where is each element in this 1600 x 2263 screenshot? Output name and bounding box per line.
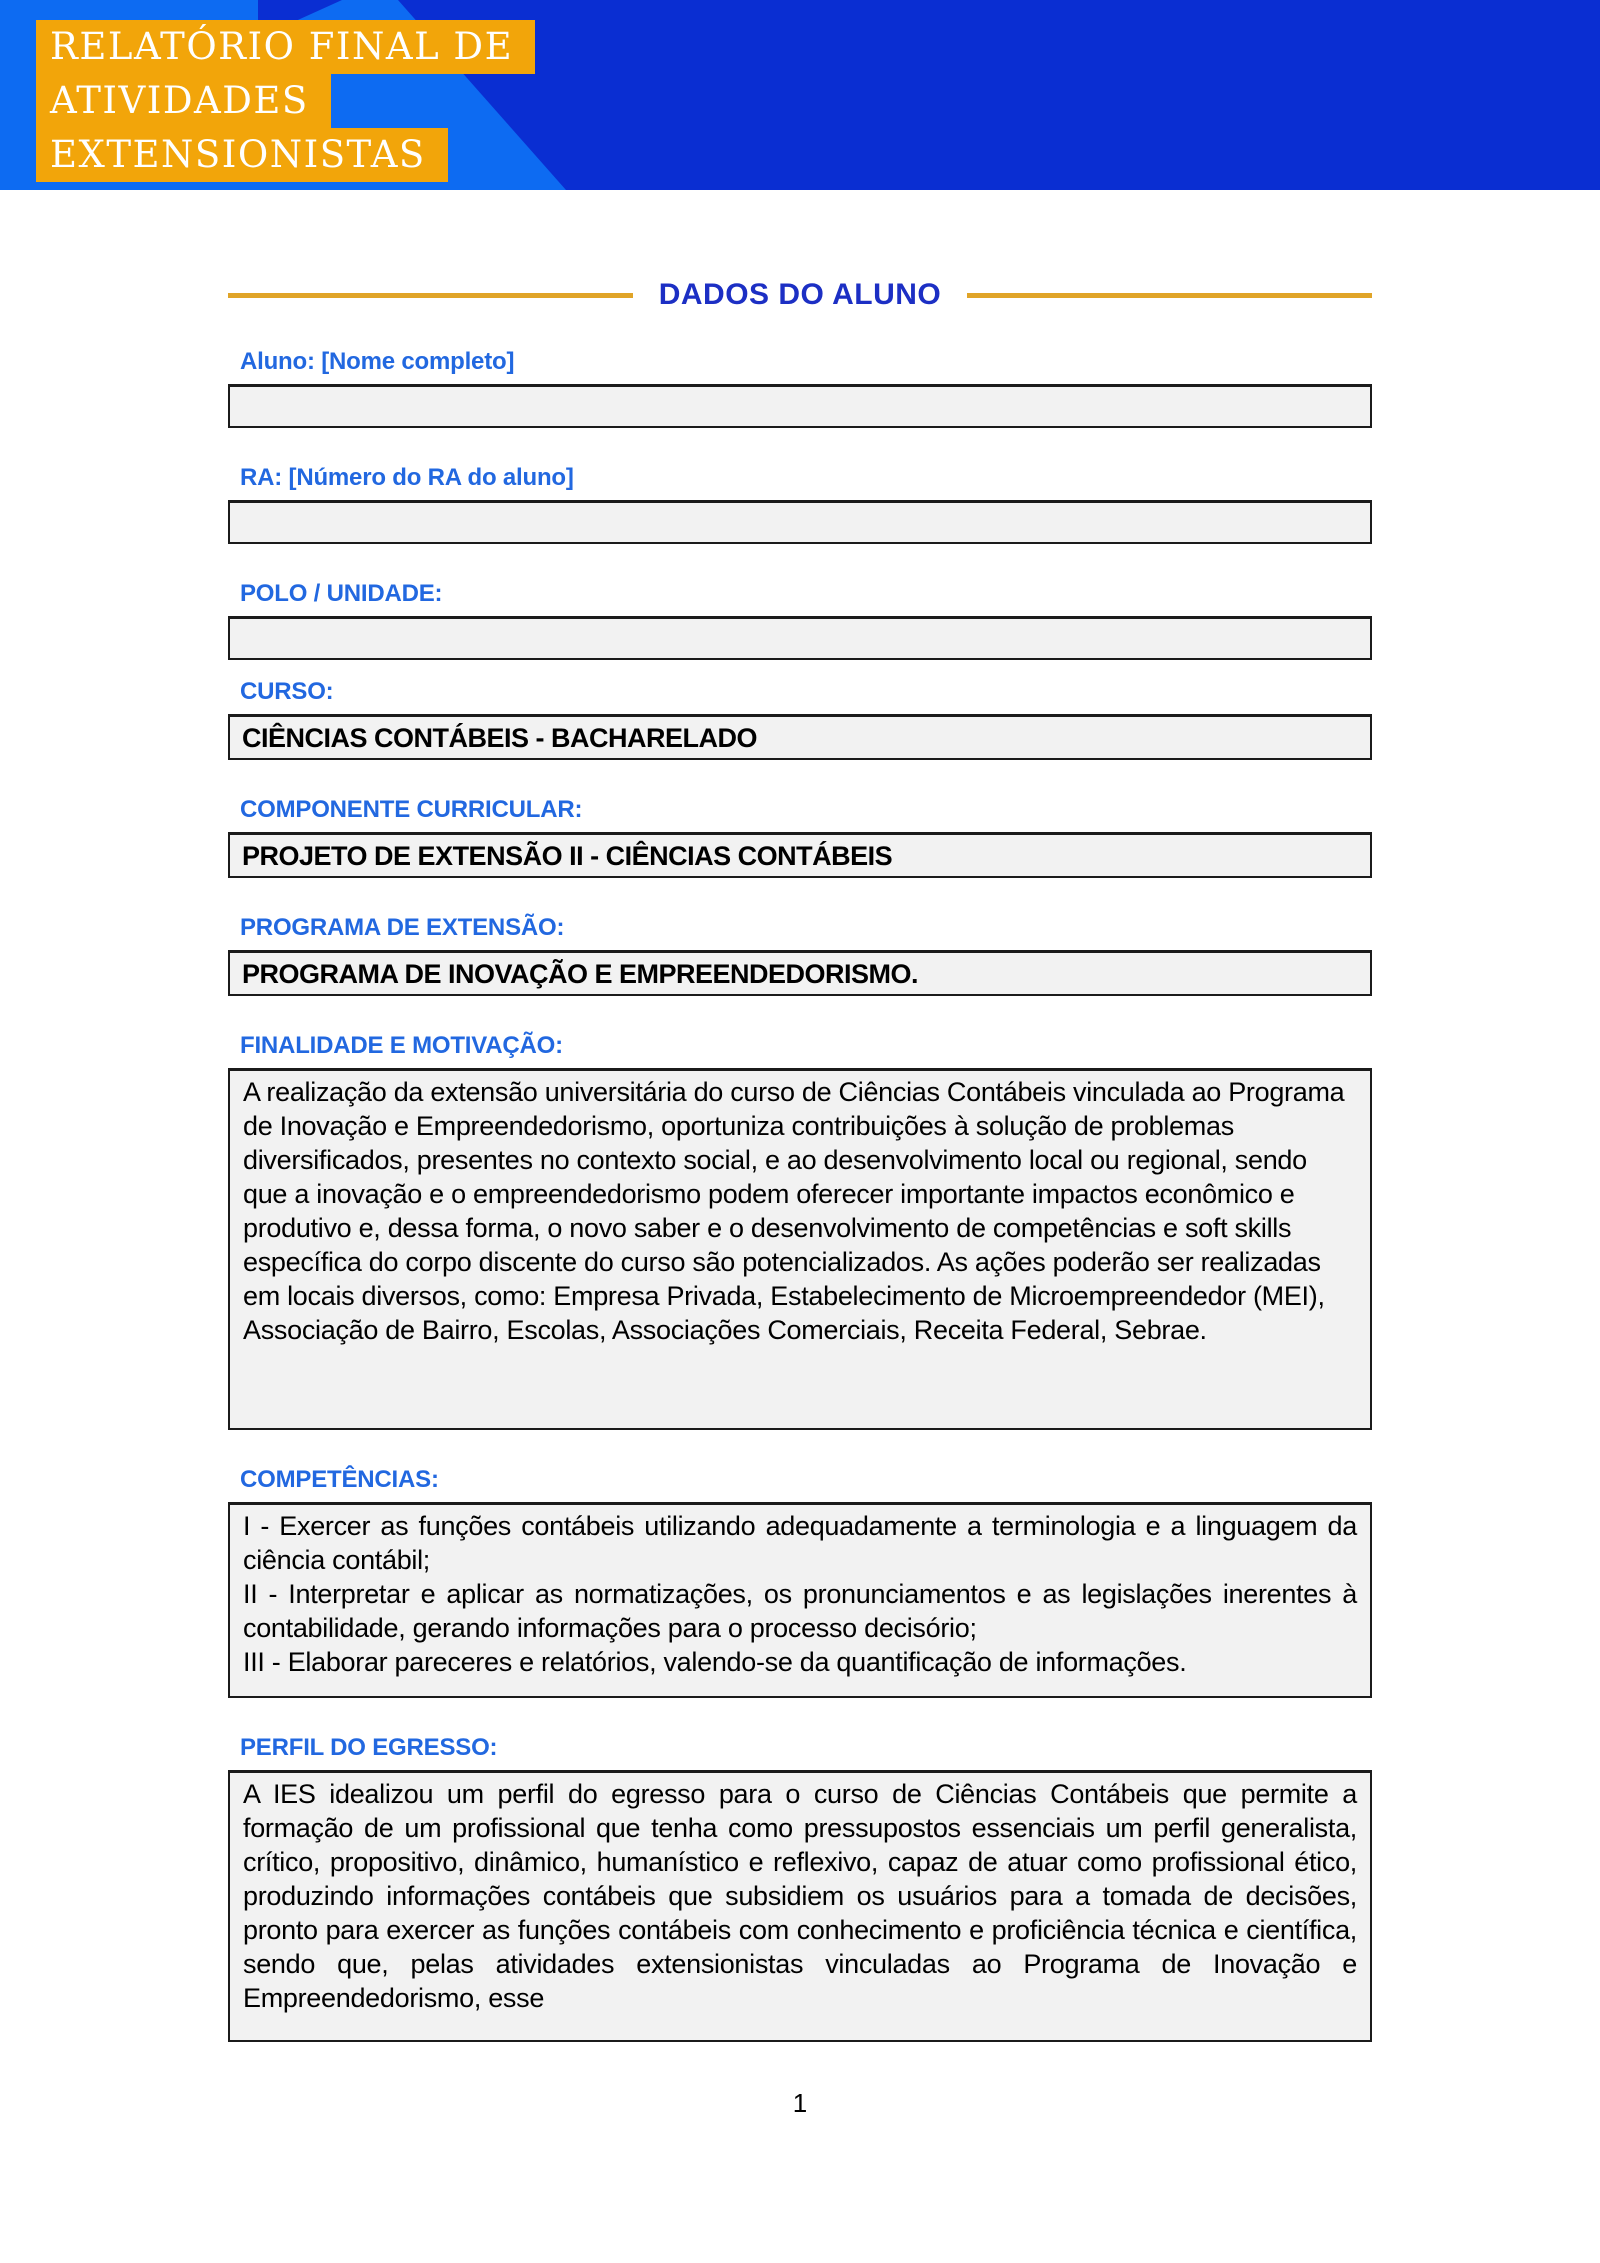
field-finalidade-motivacao-label: FINALIDADE E MOTIVAÇÃO: [240,1032,563,1059]
field-perfil-egresso-label: PERFIL DO EGRESSO: [240,1734,498,1761]
field-programa-extensao-label: PROGRAMA DE EXTENSÃO: [240,914,565,941]
banner-title-line-1: RELATÓRIO FINAL DE [36,20,535,74]
field-finalidade-motivacao [228,1032,1372,1430]
perfil-egresso-paragraph: A IES idealizou um perfil do egresso para o curso de Ciências Contábeis que permite a formação de um profissional que tenha como pressupostos essenciais um perfil generalista, crítico, propositivo, dinâmico, humanístico e reflexivo, capaz de atuar como profissional ético, produzindo informações contábeis que subsidiem os usuários para a tomada de decisões, pronto para exercer as funções contábeis com conhecimento e proficiência técnica e científica, sendo que, pelas atividades extensionistas vinculadas ao Programa de Inovação e Empreendedorismo, esse [243,1779,1357,2013]
field-curso [228,678,1372,760]
competencia-item-1: I - Exercer as funções contábeis utilizando adequadamente a terminologia e a linguagem da ciência contábil; [243,1511,1357,1575]
banner-title [36,20,535,182]
field-ra-input[interactable] [228,500,1372,544]
field-polo-unidade-input[interactable] [228,616,1372,660]
field-competencias-label: COMPETÊNCIAS: [240,1466,439,1493]
field-ra-label: RA: [Número do RA do aluno] [240,464,574,491]
field-perfil-egresso [228,1734,1372,2042]
field-programa-extensao-value: PROGRAMA DE INOVAÇÃO E EMPREENDEDORISMO. [228,950,1372,996]
field-polo-unidade-label: POLO / UNIDADE: [240,580,443,607]
field-aluno [228,348,1372,428]
field-curso-label: CURSO: [240,678,334,705]
field-programa-extensao [228,914,1372,996]
field-componente-curricular-label: COMPONENTE CURRICULAR: [240,796,583,823]
competencia-item-2: II - Interpretar e aplicar as normatizações, os pronunciamentos e as legislações inerentes à contabilidade, gerando informações para o processo decisório; [243,1579,1357,1643]
field-perfil-egresso-text [228,1770,1372,2042]
field-ra [228,464,1372,544]
banner-title-line-2: ATIVIDADES [36,74,331,128]
section-heading [228,278,1372,312]
field-componente-curricular [228,796,1372,878]
heading-rule-left [228,293,633,298]
page-number: 1 [792,2088,808,2118]
heading-rule-right [967,293,1372,298]
field-aluno-input[interactable] [228,384,1372,428]
field-competencias-text [228,1502,1372,1698]
banner [0,0,1600,190]
field-componente-curricular-value: PROJETO DE EXTENSÃO II - CIÊNCIAS CONTÁBEIS [228,832,1372,878]
field-aluno-label: Aluno: [Nome completo] [240,348,515,375]
field-curso-value: CIÊNCIAS CONTÁBEIS - BACHARELADO [228,714,1372,760]
field-finalidade-motivacao-text: A realização da extensão universitária do curso de Ciências Contábeis vinculada ao Programa de Inovação e Empreendedorismo, oportuniza contribuições à solução de problemas diversificados, presentes no contexto social, e ao desenvolvimento local ou regional, sendo que a inovação e o empreendedorismo podem oferecer importante impactos econômico e produtivo e, dessa forma, o novo saber e o desenvolvimento de competências e soft skills específica do corpo discente do curso são potencializados. As ações poderão ser realizadas em locais diversos, como: Empresa Privada, Estabelecimento de Microempreendedor (MEI), Associação de Bairro, Escolas, Associações Comerciais, Receita Federal, Sebrae. [228,1068,1372,1430]
document-content [0,278,1600,2042]
section-title: DADOS DO ALUNO [658,278,942,311]
competencia-item-3: III - Elaborar pareceres e relatórios, valendo-se da quantificação de informações. [243,1647,1187,1677]
banner-title-line-3: EXTENSIONISTAS [36,128,448,182]
field-competencias [228,1466,1372,1698]
field-polo-unidade [228,580,1372,660]
